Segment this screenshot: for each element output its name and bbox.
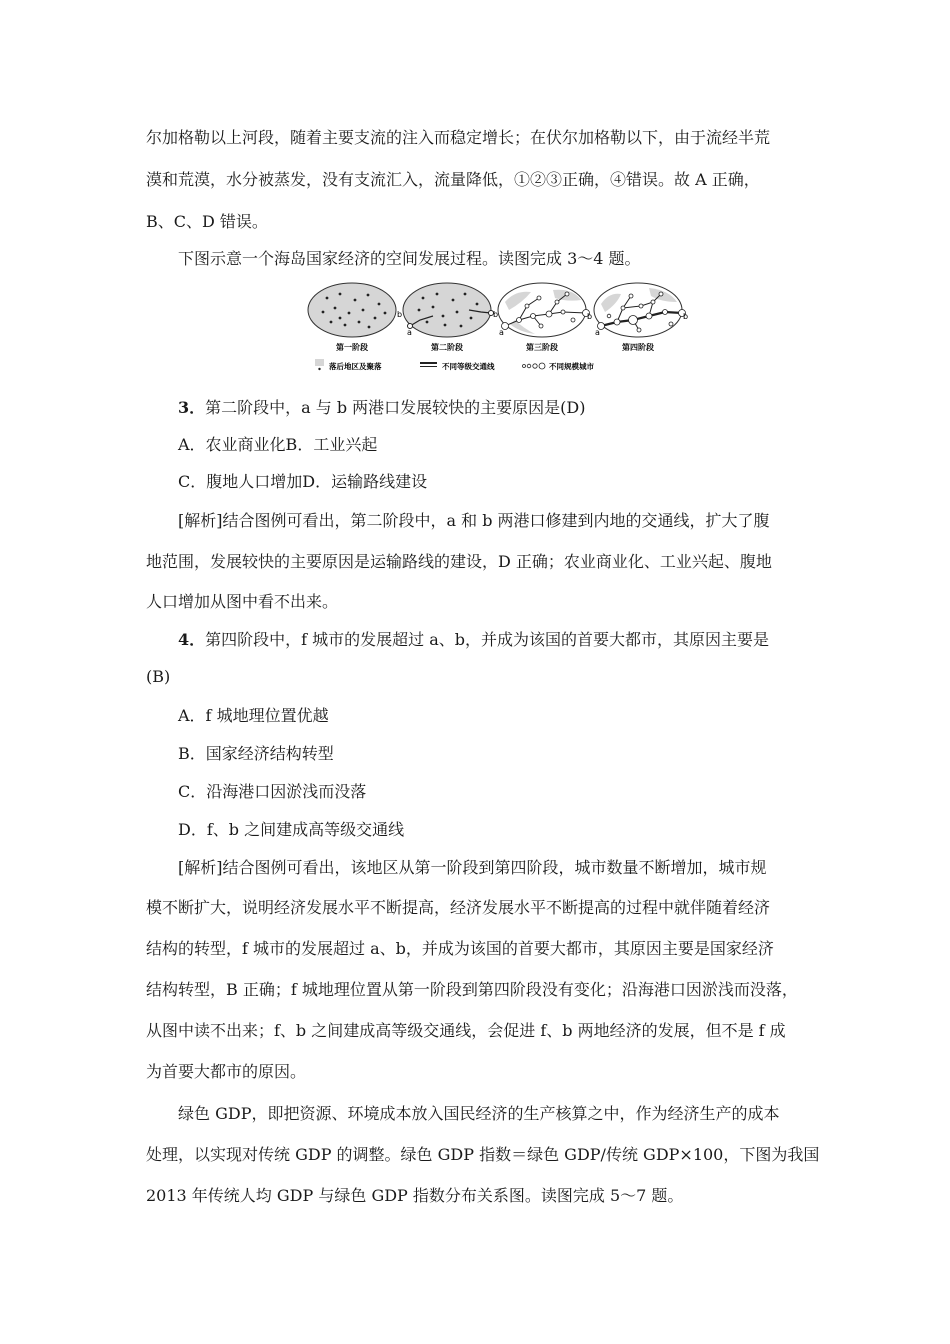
- question-text: 第四阶段中，f 城市的发展超过 a、b，并成为该国的首要大都市，其原因主要是: [205, 630, 770, 649]
- text-line: 结构的转型，f 城市的发展超过 a、b，并成为该国的首要大都市，其原因主要是国家经济: [146, 939, 774, 958]
- text-line: 漠和荒漠，水分被蒸发，没有支流汇入，流量降低，①②③正确，④错误。故 A 正确，: [146, 170, 760, 189]
- question-number: 4．: [178, 630, 206, 649]
- point-label-b: b: [683, 312, 689, 321]
- question-3-stem: [178, 398, 586, 418]
- text-line: 2013 年传统人均 GDP 与绿色 GDP 指数分布关系图。读图完成 5～7 题。: [146, 1186, 684, 1205]
- point-label-a: a: [595, 328, 600, 337]
- backward-area-swatch: [315, 359, 324, 366]
- point-label-b: b: [493, 310, 499, 319]
- question-number: 3．: [178, 398, 206, 417]
- text-line: 地范围，发展较快的主要原因是运输路线的建设，D 正确；农业商业化、工业兴起、腹地: [146, 552, 772, 571]
- option-a: A．f 城地理位置优越: [178, 706, 329, 725]
- island-development-figure: [305, 280, 690, 376]
- legend-backward-label: 落后地区及聚落: [329, 362, 382, 371]
- text-line: [解析]结合图例可看出，该地区从第一阶段到第四阶段，城市数量不断增加，城市规: [178, 858, 767, 877]
- stage-4-map: [594, 283, 689, 337]
- stage-label: 第四阶段: [622, 343, 654, 352]
- legend-transport-label: 不同等级交通线: [442, 362, 495, 371]
- stage-3-map: [498, 283, 593, 337]
- text-line: B、C、D 错误。: [146, 212, 268, 231]
- option-c: C．沿海港口因淤浅而没落: [178, 782, 367, 801]
- city-size-swatch: [523, 363, 546, 369]
- legend-cities-label: 不同规模城市: [549, 362, 594, 371]
- stage-label: 第二阶段: [431, 343, 463, 352]
- option-b: B．国家经济结构转型: [178, 744, 334, 763]
- text-line: 为首要大都市的原因。: [146, 1062, 307, 1081]
- option-line: A．农业商业化B．工业兴起: [178, 435, 378, 454]
- point-label-a: a: [407, 328, 412, 337]
- transport-line-swatch: [420, 363, 437, 367]
- text-line: 尔加格勒以上河段，随着主要支流的注入而稳定增长；在伏尔加格勒以下，由于流经半荒: [146, 128, 771, 147]
- stage-label: 第三阶段: [526, 343, 558, 352]
- text-line: 绿色 GDP，即把资源、环境成本放入国民经济的生产核算之中，作为经济生产的成本: [178, 1104, 780, 1123]
- text-line: 结构转型，B 正确；f 城地理位置从第一阶段到第四阶段没有变化；沿海港口因淤浅而没落，: [146, 980, 798, 999]
- stage-label: 第一阶段: [336, 343, 368, 352]
- question-4-stem: [178, 630, 769, 650]
- point-label-b: b: [397, 310, 403, 319]
- question-text: 第二阶段中，a 与 b 两港口发展较快的主要原因是(D): [205, 398, 586, 417]
- point-label-a: a: [499, 328, 504, 337]
- stage-2-map: [403, 283, 494, 337]
- stage-1-map: [308, 283, 396, 337]
- question-intro: 下图示意一个海岛国家经济的空间发展过程。读图完成 3～4 题。: [178, 249, 641, 268]
- figure-legend: [315, 359, 594, 371]
- option-d: D．f、b 之间建成高等级交通线: [178, 820, 405, 839]
- text-line: [解析]结合图例可看出，第二阶段中，a 和 b 两港口修建到内地的交通线，扩大了腹: [178, 511, 770, 530]
- text-line: 处理，以实现对传统 GDP 的调整。绿色 GDP 指数＝绿色 GDP/传统 GDP×100，下图为我国: [146, 1145, 820, 1164]
- answer-line: (B): [146, 667, 171, 686]
- text-line: 模不断扩大，说明经济发展水平不断提高，经济发展水平不断提高的过程中就伴随着经济: [146, 898, 771, 917]
- option-line: C．腹地人口增加D．运输路线建设: [178, 472, 428, 491]
- text-line: 人口增加从图中看不出来。: [146, 592, 339, 611]
- text-line: 从图中读不出来；f、b 之间建成高等级交通线，会促进 f、b 两地经济的发展，但不是 f 成: [146, 1021, 786, 1040]
- point-label-b: b: [587, 312, 593, 321]
